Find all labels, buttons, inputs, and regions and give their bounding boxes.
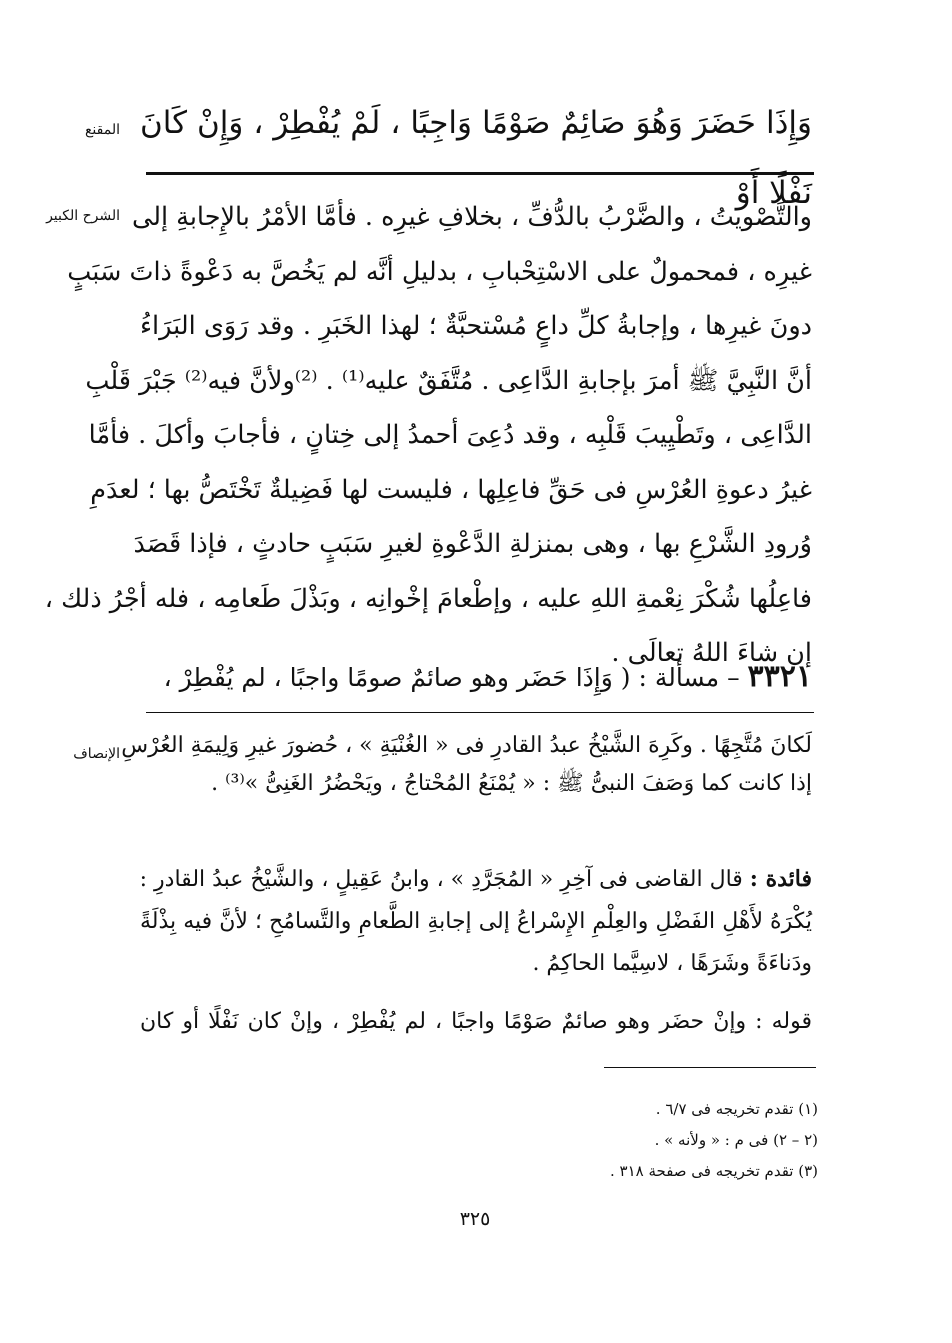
sharh-line: الدَّاعِى ، وتَطْيِيبَ قَلْبِه ، وقد دُعِىَ أحمدُ إلى خِتانٍ ، فأجابَ وأكلَ . فأمَّا: [88, 420, 812, 450]
sharh-line: غيرِه ، فمحمولٌ على الاسْتِحْبابِ ، بدليلِ أنَّه لم يَخُصَّ به دَعْوةً ذاتَ سَبَبٍ: [67, 256, 812, 287]
masala-number: ٣٣٢١: [747, 659, 812, 694]
sharh-line: دونَ غيرِها ، وإجابةُ كلِّ داعٍ مُسْتحبَّةٌ ؛ لهذا الخَبَرِ . وقد رَوَى البَرَاءُ: [140, 311, 812, 341]
section-divider: [146, 172, 814, 175]
muqni-label: المقنع: [84, 122, 120, 138]
insaf-paragraph: [121, 727, 812, 803]
qawluhu-paragraph: [140, 1002, 812, 1042]
faida-line: قال القاضى فى آخِرِ « المُجَرَّدِ » ، وابنُ عَقِيلٍ ، والشَّيْخُ عبدُ القادرِ :: [139, 867, 743, 892]
sharh-line: فاعِلُها شُكْرَ نِعْمةِ اللهِ عليه ، وإطْعامَ إخْوانِه ، وبَذْلَ طَعامِه ، فله أجْرُ ذلك ،: [44, 583, 812, 614]
footnotes: [500, 1094, 818, 1187]
muqni-text: وَإِذَا حَضَرَ وَهُوَ صَائِمٌ صَوْمًا وَاجِبًا ، لَمْ يُفْطِرْ ، وَإِنْ كَانَ نَفْلًا أَوْ: [140, 105, 812, 211]
faida-line: ودَناءَةً وشَرَهًا ، لاسِيَّما الحاكِمُ .: [532, 951, 812, 976]
footnote: (٢ – ٢) فى م : « ولأنه » .: [654, 1131, 818, 1149]
insaf-line: إذا كانت كما وَصَفَ النبىُّ ﷺ : « يُمْنَعُ المُحْتاجُ ، ويَحْضُرُ الغَنِىُّ »⁽³⁾ .: [211, 771, 812, 796]
sharh-line: والتَّصْويتُ ، والضَّرْبُ بالدُّفِّ ، بخلافِ غيرِه . فأمَّا الأمْرُ بالإِجابةِ إلى: [131, 202, 812, 232]
sharh-line: إن شاءَ اللهُ تعالَى .: [611, 638, 812, 668]
masala-text: – مسألة : ( وَإِذَا حَضَر وهو صائمٌ صومًا واجبًا ، لم يُفْطِرْ ،: [163, 663, 748, 692]
section-divider: [146, 712, 814, 713]
qawluhu-line: قوله : وإنْ حضَر وهو صائمٌ صَوْمًا واجبًا ، لم يُفْطِرْ ، وإنْ كان نَفْلًا أو كان: [140, 1009, 812, 1034]
insaf-line: لَكانَ مُتَّجِهًا . وكَرِهَ الشَّيْخُ عبدُ القادرِ فى « الغُنْيَةِ » ، حُضورَ غيرِ وَلِيمَةِ العُرْسِ: [121, 733, 812, 758]
footnote: (٣) تقدم تخريجه فى صفحة ٣١٨ .: [609, 1162, 818, 1180]
sharh-line: أنَّ النَّبِيَّ ﷺ أمرَ بإجابةِ الدَّاعِى . مُتَّفَقٌ عليه⁽¹⁾ . ⁽²⁾ولأنَّ فيه⁽²⁾ جَبْرَ قَلْبِ: [85, 365, 812, 396]
page-number: ٣٢٥: [459, 1208, 491, 1230]
footnote: (١) تقدم تخريجه فى ٦/٧ .: [655, 1100, 818, 1118]
footnote-divider: [604, 1067, 816, 1068]
insaf-label: الإنصاف: [73, 746, 120, 762]
sharh-label: الشرح الكبير: [46, 208, 120, 224]
sharh-line: وُرودِ الشَّرْعِ بها ، وهى بمنزلةِ الدَّعْوةِ لغيرِ سَبَبٍ حادثٍ ، فإذا قَصَدَ: [133, 529, 812, 559]
faida-label: فائدة :: [749, 866, 812, 892]
sharh-line: غيرُ دعوةِ العُرْسِ فى حَقِّ فاعِلِها ، فليست لها فَضِيلةٌ تَخْتَصُّ بها ؛ لعدَمِ: [90, 474, 812, 505]
masala-heading: [140, 652, 812, 703]
faida-paragraph: [140, 858, 812, 985]
faida-line: يُكْرَهُ لأَهْلِ الفَضْلِ والعِلْمِ الإِسْراعُ إلى إجابةِ الطَّعامِ والتَّسامُحِ ؛ لأنَّ فيه بِذْلَةً: [140, 909, 812, 934]
